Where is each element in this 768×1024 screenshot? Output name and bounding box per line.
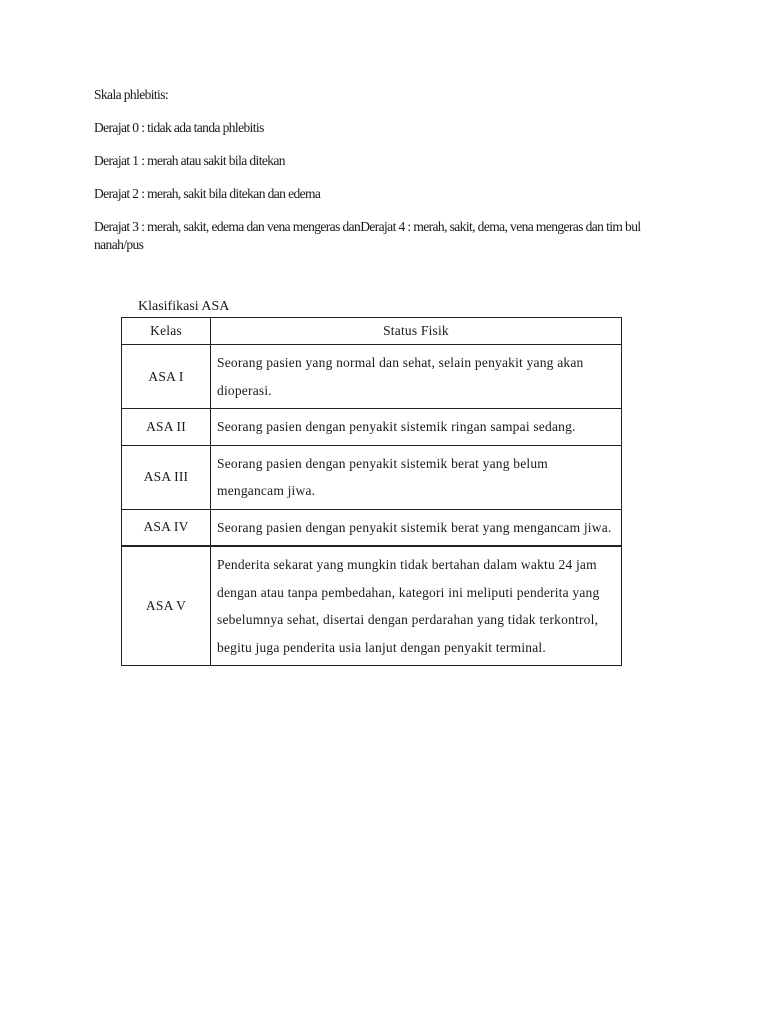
asa-table-caption: Klasifikasi ASA bbox=[138, 299, 230, 314]
header-kelas: Kelas bbox=[122, 318, 211, 345]
phlebitis-scale-section bbox=[94, 86, 684, 269]
row-kelas: ASA III bbox=[122, 445, 211, 509]
table-row bbox=[122, 345, 622, 409]
row-kelas: ASA V bbox=[122, 546, 211, 666]
row-kelas: ASA II bbox=[122, 409, 211, 446]
table-row bbox=[122, 409, 622, 446]
row-kelas: ASA I bbox=[122, 345, 211, 409]
phlebitis-grade-0: Derajat 0 : tidak ada tanda phlebitis bbox=[94, 120, 264, 135]
table-header-row bbox=[122, 318, 622, 345]
phlebitis-grade-2: Derajat 2 : merah, sakit bila ditekan dan edema bbox=[94, 186, 321, 201]
header-status-fisik: Status Fisik bbox=[211, 318, 622, 345]
phlebitis-grade-3-4: Derajat 3 : merah, sakit, edema dan vena mengeras danDerajat 4 : merah, sakit, dema, vena mengeras dan tim bul nanah/pus bbox=[94, 219, 641, 252]
table-row bbox=[122, 546, 622, 666]
row-status: Seorang pasien dengan penyakit sistemik berat yang belum mengancam jiwa. bbox=[211, 445, 622, 509]
table-row bbox=[122, 509, 622, 546]
row-kelas: ASA IV bbox=[122, 509, 211, 546]
row-status: Seorang pasien dengan penyakit sistemik ringan sampai sedang. bbox=[211, 409, 622, 446]
table-row bbox=[122, 445, 622, 509]
row-status: Seorang pasien dengan penyakit sistemik berat yang mengancam jiwa. bbox=[211, 509, 622, 546]
row-status: Seorang pasien yang normal dan sehat, selain penyakit yang akan dioperasi. bbox=[211, 345, 622, 409]
phlebitis-title: Skala phlebitis: bbox=[94, 87, 169, 102]
asa-classification-table bbox=[121, 317, 622, 666]
phlebitis-grade-1: Derajat 1 : merah atau sakit bila ditekan bbox=[94, 153, 285, 168]
row-status: Penderita sekarat yang mungkin tidak bertahan dalam waktu 24 jam dengan atau tanpa pembedahan, kategori ini meliputi penderita yang sebelumnya sehat, disertai dengan perdarahan yang tidak terkontrol, begitu juga penderita usia lanjut dengan penyakit terminal. bbox=[211, 546, 622, 666]
